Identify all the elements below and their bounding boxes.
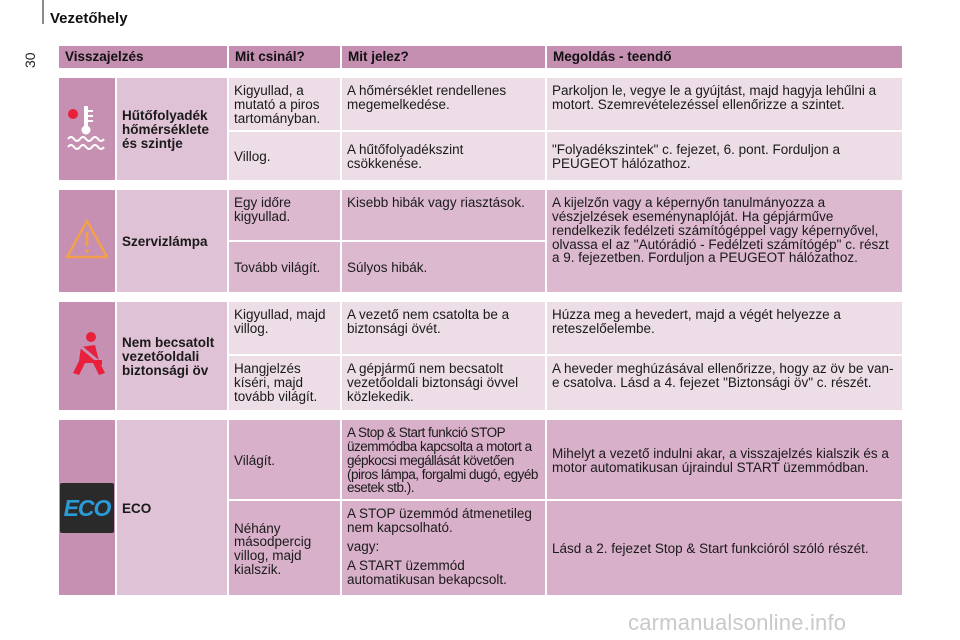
cell-meaning: Kisebb hibák vagy riasztások. xyxy=(341,189,546,241)
cell-meaning: A Stop & Start funkció STOP üzemmódba kapcsolta a motort a gépkocsi megállását követően (piros lámpa, forgalmi dugó, egyéb esetek stb.). xyxy=(341,419,546,500)
header-solution: Megoldás - teendő xyxy=(546,45,903,69)
meaning-line: vagy: xyxy=(347,539,380,555)
cell-meaning: Súlyos hibák. xyxy=(341,241,546,293)
meaning-line: A START üzemmód automatikusan bekapcsolt. xyxy=(347,558,507,587)
cell-what: Egy időre kigyullad. xyxy=(228,189,341,241)
cell-meaning: A hűtőfolyadékszint csökkenése. xyxy=(341,131,546,181)
cell-solution: Mihelyt a vezető indulni akar, a visszajelzés kialszik és a motor automatikusan újraindul START üzemmódban. xyxy=(546,419,903,500)
eco-icon-cell xyxy=(58,419,116,596)
table-row xyxy=(58,419,903,500)
indicator-name: Hűtőfolyadék hőmérséklete és szintje xyxy=(116,77,228,181)
indicator-name: Nem becsatolt vezetőoldali biztonsági öv xyxy=(116,301,228,411)
cell-solution: A heveder meghúzásával ellenőrizze, hogy az öv be van-e csatolva. Lásd a 4. fejezet "Biztonsági öv" c. részét. xyxy=(546,355,903,411)
cell-solution: Lásd a 2. fejezet Stop & Start funkcióról szóló részét. xyxy=(546,500,903,596)
service-icon-cell xyxy=(58,189,116,293)
eco-icon: ECO xyxy=(60,483,114,533)
cell-what: Néhány másodpercig villog, majd kialszik. xyxy=(228,500,341,596)
cell-what: Tovább világít. xyxy=(228,241,341,293)
cell-solution: Húzza meg a hevedert, majd a végét helyezze a reteszelőelembe. xyxy=(546,301,903,355)
indicator-name: Szervizlámpa xyxy=(116,189,228,293)
section-title: Vezetőhely xyxy=(50,10,128,27)
page-number: 30 xyxy=(22,52,38,68)
cell-meaning: A vezető nem csatolta be a biztonsági övét. xyxy=(341,301,546,355)
watermark: carmanualsonline.info xyxy=(628,610,847,635)
cell-solution: "Folyadékszintek" c. fejezet, 6. pont. Forduljon a PEUGEOT hálózathoz. xyxy=(546,131,903,181)
meaning-line: A STOP üzemmód átmenetileg nem kapcsolható. xyxy=(347,506,532,536)
header-indicator: Visszajelzés xyxy=(58,45,228,69)
header-meaning: Mit jelez? xyxy=(341,45,546,69)
cell-what: Világít. xyxy=(228,419,341,500)
table-header-row xyxy=(58,45,903,69)
seatbelt-icon xyxy=(65,329,109,379)
table-row xyxy=(58,77,903,131)
cell-meaning xyxy=(341,500,546,596)
indicator-name: ECO xyxy=(116,419,228,596)
header-what: Mit csinál? xyxy=(228,45,341,69)
cell-meaning: A gépjármű nem becsatolt vezetőoldali biztonsági övvel közlekedik. xyxy=(341,355,546,411)
cell-what: Villog. xyxy=(228,131,341,181)
warning-triangle-icon xyxy=(63,217,111,261)
seatbelt-icon-cell xyxy=(58,301,116,411)
cell-what: Hangjelzés kíséri, majd tovább világít. xyxy=(228,355,341,411)
table-row xyxy=(58,301,903,355)
cell-solution: Parkoljon le, vegye le a gyújtást, majd hagyja lehűlni a motort. Szemrevételezéssel ellenőrizze a szintet. xyxy=(546,77,903,131)
coolant-icon-cell xyxy=(58,77,116,181)
cell-meaning: A hőmérséklet rendellenes megemelkedése. xyxy=(341,77,546,131)
table-row xyxy=(58,189,903,241)
coolant-temperature-icon xyxy=(62,102,112,152)
cell-what: Kigyullad, majd villog. xyxy=(228,301,341,355)
warning-lights-table xyxy=(57,44,904,597)
side-bar xyxy=(42,0,44,24)
cell-solution: A kijelzőn vagy a képernyőn tanulmányozza a vészjelzések eseménynaplóját. Ha gépjárműve rendelkezik fedélzeti számítógéppel vagy képernyővel, olvassa el az "Autórádió - Fedélzeti számítógép" c. részt a 9. fejezetben. Forduljon a PEUGEOT hálózathoz. xyxy=(546,189,903,293)
cell-what: Kigyullad, a mutató a piros tartományban. xyxy=(228,77,341,131)
